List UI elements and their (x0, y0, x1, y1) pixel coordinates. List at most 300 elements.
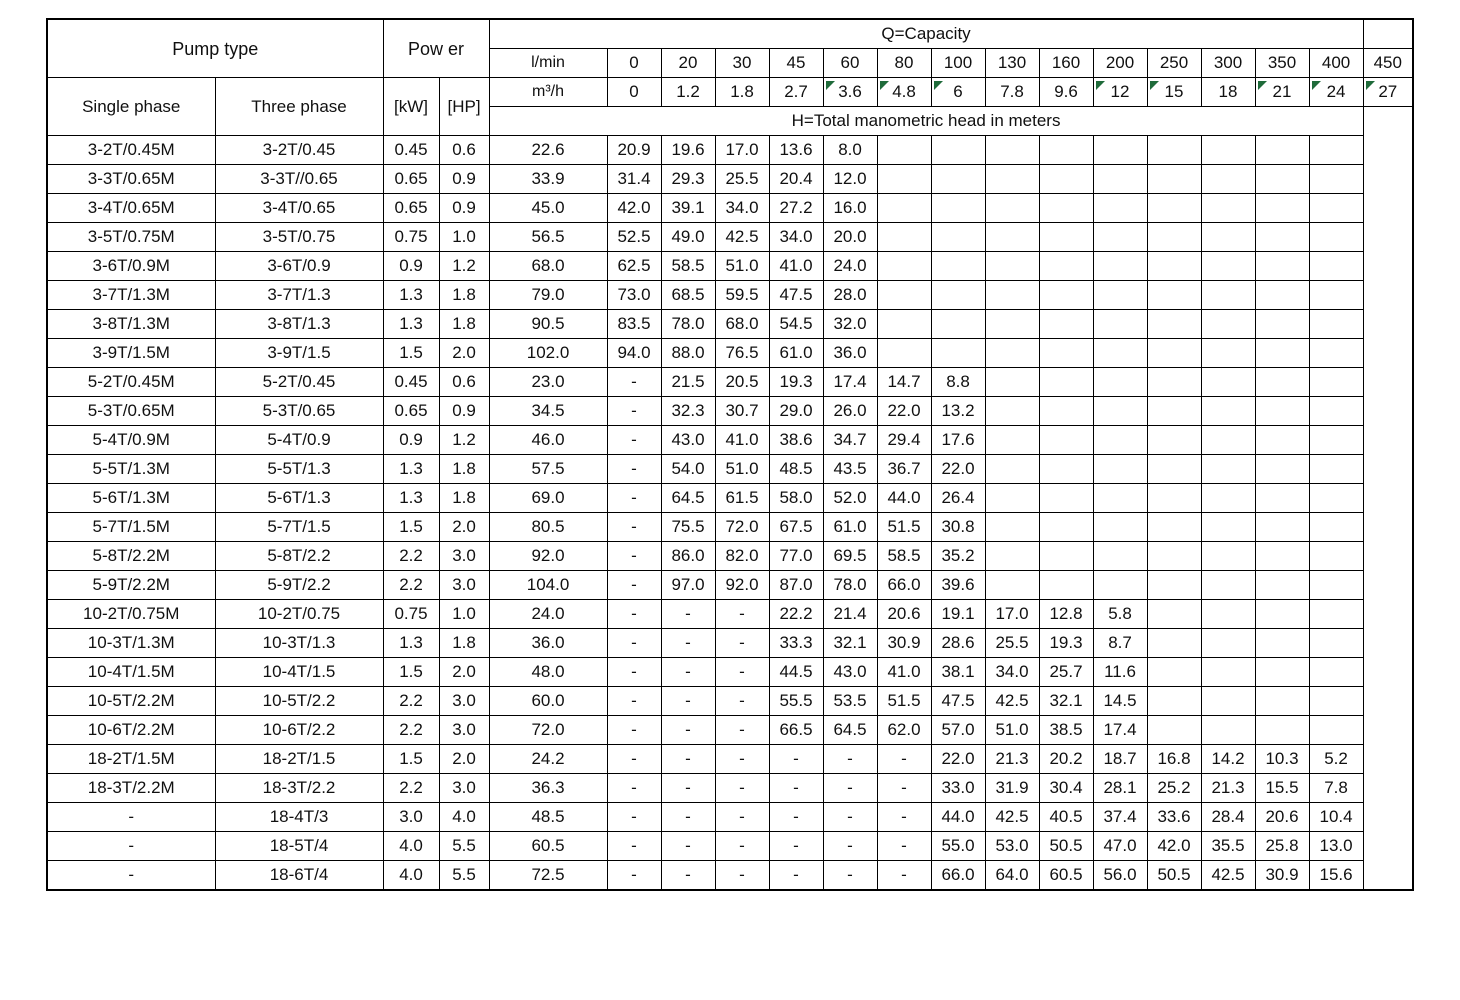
cell-three-phase: 18-3T/2.2 (215, 774, 383, 803)
cell-head-5: 64.5 (823, 716, 877, 745)
pump-performance-table-sheet (46, 18, 1414, 891)
cell-head-14 (1309, 484, 1363, 513)
cell-head-4: - (769, 861, 823, 891)
cell-head-3: - (715, 745, 769, 774)
cell-head-3: 59.5 (715, 281, 769, 310)
pump-performance-table (46, 18, 1414, 891)
cell-head-3: - (715, 832, 769, 861)
cell-power-hp: 1.8 (439, 629, 489, 658)
cell-head-11 (1147, 281, 1201, 310)
cell-head-2: - (661, 600, 715, 629)
cell-head-5: 24.0 (823, 252, 877, 281)
cell-head-7 (931, 252, 985, 281)
cell-head-14 (1309, 426, 1363, 455)
table-row (47, 310, 1413, 339)
cell-power-hp: 2.0 (439, 513, 489, 542)
cell-head-0: 69.0 (489, 484, 607, 513)
cell-head-1: - (607, 803, 661, 832)
cell-head-2: 19.6 (661, 136, 715, 165)
cell-head-2: - (661, 861, 715, 891)
lmin-200: 200 (1093, 49, 1147, 78)
cell-head-9 (1039, 165, 1093, 194)
cell-head-6: 14.7 (877, 368, 931, 397)
cell-head-14: 7.8 (1309, 774, 1363, 803)
cell-head-0: 56.5 (489, 223, 607, 252)
cell-head-14 (1309, 397, 1363, 426)
cell-power-hp: 1.8 (439, 484, 489, 513)
cell-head-7: 57.0 (931, 716, 985, 745)
cell-head-4: 38.6 (769, 426, 823, 455)
cell-head-11: 50.5 (1147, 861, 1201, 891)
cell-power-kw: 1.5 (383, 658, 439, 687)
cell-head-9 (1039, 484, 1093, 513)
lmin-45: 45 (769, 49, 823, 78)
cell-head-13 (1255, 368, 1309, 397)
cell-power-kw: 1.3 (383, 629, 439, 658)
cell-power-kw: 1.3 (383, 310, 439, 339)
cell-head-5: 26.0 (823, 397, 877, 426)
cell-single-phase: 10-3T/1.3M (47, 629, 215, 658)
cell-head-3: - (715, 629, 769, 658)
cell-power-kw: 2.2 (383, 716, 439, 745)
cell-head-1: 94.0 (607, 339, 661, 368)
cell-head-5: 34.7 (823, 426, 877, 455)
cell-head-1: - (607, 658, 661, 687)
cell-power-kw: 0.75 (383, 223, 439, 252)
cell-head-12 (1201, 310, 1255, 339)
cell-head-9: 32.1 (1039, 687, 1093, 716)
cell-head-10 (1093, 513, 1147, 542)
cell-power-hp: 2.0 (439, 745, 489, 774)
cell-head-0: 24.0 (489, 600, 607, 629)
header-row-1 (47, 19, 1413, 49)
cell-head-5: 32.0 (823, 310, 877, 339)
cell-head-10: 28.1 (1093, 774, 1147, 803)
cell-three-phase: 5-3T/0.65 (215, 397, 383, 426)
cell-head-11: 25.2 (1147, 774, 1201, 803)
cell-head-7: 19.1 (931, 600, 985, 629)
cell-head-9: 38.5 (1039, 716, 1093, 745)
table-row (47, 136, 1413, 165)
cell-head-4: 87.0 (769, 571, 823, 600)
cell-head-2: 75.5 (661, 513, 715, 542)
cell-head-10: 11.6 (1093, 658, 1147, 687)
cell-head-14 (1309, 136, 1363, 165)
cell-head-10 (1093, 281, 1147, 310)
m3h-7-8: 7.8 (985, 78, 1039, 107)
cell-head-1: - (607, 687, 661, 716)
cell-head-3: 41.0 (715, 426, 769, 455)
cell-head-14 (1309, 252, 1363, 281)
cell-head-6: - (877, 774, 931, 803)
cell-head-11 (1147, 252, 1201, 281)
cell-head-6 (877, 223, 931, 252)
cell-head-5: 12.0 (823, 165, 877, 194)
cell-head-0: 33.9 (489, 165, 607, 194)
cell-head-1: - (607, 571, 661, 600)
cell-single-phase: 3-4T/0.65M (47, 194, 215, 223)
cell-head-2: - (661, 658, 715, 687)
cell-single-phase: - (47, 832, 215, 861)
cell-head-7: 8.8 (931, 368, 985, 397)
cell-single-phase: 3-9T/1.5M (47, 339, 215, 368)
cell-head-11: 16.8 (1147, 745, 1201, 774)
cell-head-7: 26.4 (931, 484, 985, 513)
cell-power-kw: 2.2 (383, 687, 439, 716)
cell-head-2: - (661, 629, 715, 658)
cell-single-phase: - (47, 861, 215, 891)
cell-head-9: 20.2 (1039, 745, 1093, 774)
cell-head-7: 47.5 (931, 687, 985, 716)
cell-head-8 (985, 252, 1039, 281)
cell-head-14 (1309, 513, 1363, 542)
cell-head-12: 21.3 (1201, 774, 1255, 803)
cell-head-9: 30.4 (1039, 774, 1093, 803)
cell-head-2: - (661, 687, 715, 716)
cell-head-8 (985, 223, 1039, 252)
cell-head-12 (1201, 426, 1255, 455)
cell-head-12 (1201, 339, 1255, 368)
m3h-1-8: 1.8 (715, 78, 769, 107)
cell-head-1: - (607, 426, 661, 455)
cell-head-7: 33.0 (931, 774, 985, 803)
cell-head-14 (1309, 687, 1363, 716)
header-head-note: H=Total manometric head in meters (489, 107, 1363, 136)
cell-head-13 (1255, 716, 1309, 745)
cell-head-13 (1255, 194, 1309, 223)
lmin-20: 20 (661, 49, 715, 78)
cell-single-phase: 3-2T/0.45M (47, 136, 215, 165)
cell-head-1: 31.4 (607, 165, 661, 194)
cell-head-4: 47.5 (769, 281, 823, 310)
cell-head-8: 64.0 (985, 861, 1039, 891)
cell-power-kw: 1.5 (383, 513, 439, 542)
cell-head-9 (1039, 426, 1093, 455)
cell-head-12 (1201, 252, 1255, 281)
cell-head-8 (985, 513, 1039, 542)
cell-head-7: 35.2 (931, 542, 985, 571)
cell-head-5: - (823, 861, 877, 891)
cell-power-hp: 0.9 (439, 194, 489, 223)
cell-head-1: - (607, 861, 661, 891)
cell-head-6 (877, 136, 931, 165)
cell-power-kw: 1.3 (383, 484, 439, 513)
cell-head-1: - (607, 716, 661, 745)
unit-lmin-label: l/min (489, 49, 607, 78)
cell-head-5: - (823, 832, 877, 861)
cell-head-11 (1147, 455, 1201, 484)
m3h-3-6: 3.6 (823, 78, 877, 107)
cell-single-phase: 3-5T/0.75M (47, 223, 215, 252)
cell-head-1: 83.5 (607, 310, 661, 339)
cell-head-13 (1255, 542, 1309, 571)
cell-head-4: 27.2 (769, 194, 823, 223)
cell-head-5: 43.0 (823, 658, 877, 687)
cell-three-phase: 3-4T/0.65 (215, 194, 383, 223)
cell-three-phase: 5-2T/0.45 (215, 368, 383, 397)
cell-head-11 (1147, 426, 1201, 455)
m3h-12: 12 (1093, 78, 1147, 107)
cell-head-10 (1093, 368, 1147, 397)
cell-three-phase: 10-2T/0.75 (215, 600, 383, 629)
cell-head-13 (1255, 310, 1309, 339)
cell-head-9 (1039, 397, 1093, 426)
cell-head-11 (1147, 658, 1201, 687)
m3h-1-2: 1.2 (661, 78, 715, 107)
cell-head-13: 20.6 (1255, 803, 1309, 832)
cell-head-2: 43.0 (661, 426, 715, 455)
table-row (47, 455, 1413, 484)
cell-head-4: 33.3 (769, 629, 823, 658)
cell-three-phase: 10-6T/2.2 (215, 716, 383, 745)
cell-head-12 (1201, 281, 1255, 310)
cell-head-12 (1201, 716, 1255, 745)
cell-head-13 (1255, 629, 1309, 658)
cell-head-12 (1201, 455, 1255, 484)
cell-head-13: 25.8 (1255, 832, 1309, 861)
cell-power-hp: 3.0 (439, 774, 489, 803)
cell-head-5: 78.0 (823, 571, 877, 600)
cell-head-14 (1309, 600, 1363, 629)
cell-head-4: 61.0 (769, 339, 823, 368)
cell-head-7 (931, 165, 985, 194)
table-body (47, 136, 1413, 891)
cell-head-1: - (607, 774, 661, 803)
cell-head-1: - (607, 397, 661, 426)
table-row (47, 281, 1413, 310)
cell-head-5: 69.5 (823, 542, 877, 571)
cell-head-8 (985, 165, 1039, 194)
cell-head-6 (877, 310, 931, 339)
table-row (47, 629, 1413, 658)
cell-head-4: - (769, 774, 823, 803)
lmin-400: 400 (1309, 49, 1363, 78)
header-hp: [HP] (439, 78, 489, 136)
cell-head-2: 68.5 (661, 281, 715, 310)
cell-head-9 (1039, 223, 1093, 252)
cell-head-9 (1039, 339, 1093, 368)
cell-head-10: 47.0 (1093, 832, 1147, 861)
cell-head-8: 17.0 (985, 600, 1039, 629)
cell-head-12 (1201, 542, 1255, 571)
cell-single-phase: 5-9T/2.2M (47, 571, 215, 600)
cell-head-7: 22.0 (931, 455, 985, 484)
cell-head-3: - (715, 716, 769, 745)
cell-three-phase: 3-2T/0.45 (215, 136, 383, 165)
lmin-250: 250 (1147, 49, 1201, 78)
cell-head-0: 80.5 (489, 513, 607, 542)
cell-head-1: - (607, 745, 661, 774)
cell-head-7 (931, 194, 985, 223)
cell-head-13: 10.3 (1255, 745, 1309, 774)
cell-head-1: - (607, 629, 661, 658)
cell-head-8: 21.3 (985, 745, 1039, 774)
lmin-80: 80 (877, 49, 931, 78)
cell-head-2: 54.0 (661, 455, 715, 484)
cell-head-10 (1093, 484, 1147, 513)
cell-head-14: 15.6 (1309, 861, 1363, 891)
cell-head-0: 36.0 (489, 629, 607, 658)
table-row (47, 803, 1413, 832)
cell-head-3: - (715, 658, 769, 687)
cell-head-14 (1309, 571, 1363, 600)
cell-single-phase: 5-8T/2.2M (47, 542, 215, 571)
cell-single-phase: 18-3T/2.2M (47, 774, 215, 803)
cell-head-10 (1093, 426, 1147, 455)
cell-head-11 (1147, 542, 1201, 571)
cell-head-6 (877, 252, 931, 281)
m3h-18: 18 (1201, 78, 1255, 107)
cell-head-0: 48.5 (489, 803, 607, 832)
cell-three-phase: 10-5T/2.2 (215, 687, 383, 716)
cell-head-2: 97.0 (661, 571, 715, 600)
cell-head-11: 33.6 (1147, 803, 1201, 832)
cell-head-5: 32.1 (823, 629, 877, 658)
cell-head-2: 32.3 (661, 397, 715, 426)
cell-head-3: 30.7 (715, 397, 769, 426)
cell-head-11: 42.0 (1147, 832, 1201, 861)
m3h-0: 0 (607, 78, 661, 107)
m3h-4-8: 4.8 (877, 78, 931, 107)
cell-head-5: - (823, 745, 877, 774)
cell-power-kw: 0.45 (383, 136, 439, 165)
unit-m3h-label: m³/h (489, 78, 607, 107)
cell-head-9: 12.8 (1039, 600, 1093, 629)
cell-head-14 (1309, 339, 1363, 368)
cell-three-phase: 18-6T/4 (215, 861, 383, 891)
header-capacity: Q=Capacity (489, 19, 1363, 49)
cell-head-11 (1147, 368, 1201, 397)
cell-head-13 (1255, 513, 1309, 542)
cell-power-hp: 4.0 (439, 803, 489, 832)
cell-head-10: 17.4 (1093, 716, 1147, 745)
cell-three-phase: 5-8T/2.2 (215, 542, 383, 571)
cell-head-14 (1309, 310, 1363, 339)
cell-head-13: 30.9 (1255, 861, 1309, 891)
cell-head-9 (1039, 455, 1093, 484)
cell-head-10 (1093, 339, 1147, 368)
header-single-phase: Single phase (47, 78, 215, 136)
cell-head-11 (1147, 716, 1201, 745)
lmin-350: 350 (1255, 49, 1309, 78)
cell-head-12 (1201, 368, 1255, 397)
cell-head-3: 76.5 (715, 339, 769, 368)
cell-head-6: 58.5 (877, 542, 931, 571)
cell-head-5: 17.4 (823, 368, 877, 397)
lmin-100: 100 (931, 49, 985, 78)
cell-head-13 (1255, 484, 1309, 513)
table-row (47, 658, 1413, 687)
cell-head-3: 20.5 (715, 368, 769, 397)
cell-head-5: 16.0 (823, 194, 877, 223)
cell-head-3: 51.0 (715, 252, 769, 281)
cell-head-11 (1147, 310, 1201, 339)
cell-head-14 (1309, 194, 1363, 223)
cell-head-9 (1039, 252, 1093, 281)
cell-head-12 (1201, 484, 1255, 513)
cell-head-8: 25.5 (985, 629, 1039, 658)
cell-head-3: 72.0 (715, 513, 769, 542)
cell-head-12 (1201, 194, 1255, 223)
cell-head-13 (1255, 223, 1309, 252)
cell-head-10 (1093, 165, 1147, 194)
cell-three-phase: 5-7T/1.5 (215, 513, 383, 542)
table-row (47, 716, 1413, 745)
cell-head-4: 29.0 (769, 397, 823, 426)
cell-head-3: - (715, 774, 769, 803)
cell-single-phase: 5-3T/0.65M (47, 397, 215, 426)
table-row (47, 832, 1413, 861)
cell-head-4: 58.0 (769, 484, 823, 513)
cell-head-10: 56.0 (1093, 861, 1147, 891)
cell-head-5: - (823, 803, 877, 832)
cell-head-7 (931, 223, 985, 252)
cell-power-hp: 1.8 (439, 281, 489, 310)
cell-head-9 (1039, 310, 1093, 339)
cell-head-4: 67.5 (769, 513, 823, 542)
cell-head-1: 20.9 (607, 136, 661, 165)
cell-head-11 (1147, 600, 1201, 629)
cell-head-1: 73.0 (607, 281, 661, 310)
cell-head-0: 92.0 (489, 542, 607, 571)
cell-head-11 (1147, 687, 1201, 716)
cell-single-phase: 3-6T/0.9M (47, 252, 215, 281)
cell-head-5: 61.0 (823, 513, 877, 542)
cell-power-hp: 0.6 (439, 368, 489, 397)
cell-head-14: 10.4 (1309, 803, 1363, 832)
cell-head-0: 60.5 (489, 832, 607, 861)
lmin-450: 450 (1363, 49, 1413, 78)
m3h-6: 6 (931, 78, 985, 107)
cell-three-phase: 10-3T/1.3 (215, 629, 383, 658)
cell-head-7 (931, 136, 985, 165)
table-row (47, 600, 1413, 629)
m3h-21: 21 (1255, 78, 1309, 107)
cell-head-12 (1201, 397, 1255, 426)
cell-head-6: 51.5 (877, 687, 931, 716)
cell-head-8 (985, 426, 1039, 455)
cell-power-kw: 2.2 (383, 774, 439, 803)
cell-head-5: 53.5 (823, 687, 877, 716)
cell-head-12: 42.5 (1201, 861, 1255, 891)
cell-head-13 (1255, 165, 1309, 194)
cell-head-1: - (607, 832, 661, 861)
cell-power-kw: 1.5 (383, 339, 439, 368)
cell-head-0: 90.5 (489, 310, 607, 339)
cell-head-3: 92.0 (715, 571, 769, 600)
cell-power-hp: 3.0 (439, 542, 489, 571)
cell-head-6: 36.7 (877, 455, 931, 484)
table-row (47, 571, 1413, 600)
cell-head-11 (1147, 571, 1201, 600)
cell-power-kw: 2.2 (383, 542, 439, 571)
cell-head-0: 60.0 (489, 687, 607, 716)
cell-head-14 (1309, 223, 1363, 252)
cell-head-3: - (715, 600, 769, 629)
cell-head-2: 21.5 (661, 368, 715, 397)
cell-power-hp: 1.0 (439, 223, 489, 252)
cell-three-phase: 3-7T/1.3 (215, 281, 383, 310)
cell-head-9: 40.5 (1039, 803, 1093, 832)
cell-head-0: 46.0 (489, 426, 607, 455)
cell-head-13 (1255, 252, 1309, 281)
header-row-m3h (47, 78, 1413, 107)
cell-head-8: 42.5 (985, 687, 1039, 716)
cell-head-10: 37.4 (1093, 803, 1147, 832)
cell-head-10 (1093, 136, 1147, 165)
cell-head-3: 61.5 (715, 484, 769, 513)
cell-head-3: 42.5 (715, 223, 769, 252)
